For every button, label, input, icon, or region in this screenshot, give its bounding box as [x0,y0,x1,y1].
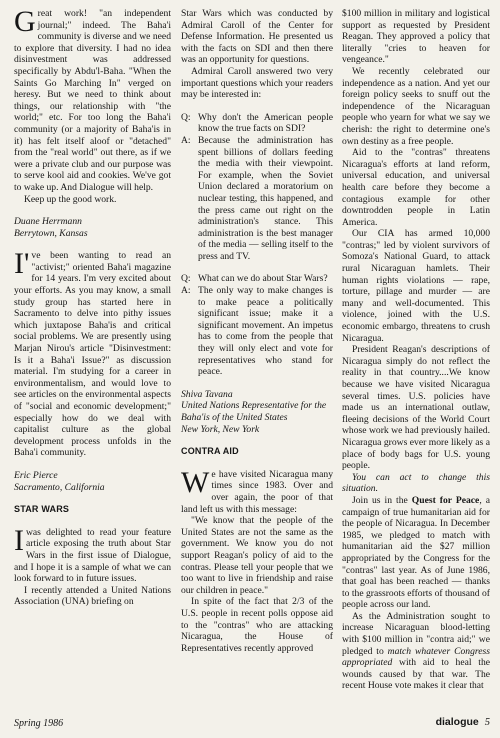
question-2 [181,273,333,285]
column-1 [14,5,171,608]
letter-4-paragraph: President Reagan's descriptions of Nicaragua simply do not reflect the reality in that country....We know because we have visited Nicaragua several times. U.S. policies have made us an international outlaw, fleeing decisions of the World Court whose work we had previously hailed. Nicaragua grows ever more likely as a place of body bags for U.S. young people. [342,344,490,472]
signature-place: Sacramento, California [14,481,105,493]
page-number: 5 [484,717,490,728]
signature-name: Eric Pierce [14,469,58,481]
letter-1-closing: Keep up the good work. [24,193,117,205]
letter-4-paragraph: Our CIA has armed 10,000 "contras;" led by violent survivors of Somoza's National Guard, to attack rural Nicaraguan hamlets. Their human rights violations — rape, torture, pillage and murder — are many and well-documented. This violence, joined with the U.S. economic embargo, threatens to crush Nicaragua. [342,228,490,344]
letter-4-paragraph: In spite of the fact that 2/3 of the U.S. people in recent polls oppose aid to the "contras" who are attacking Nicaragua, the House of Representatives recently approved [181,596,333,654]
call-to-action: You can act to change this situation. [342,471,490,495]
question-1 [181,112,333,135]
question-text: What can we do about Star Wars? [198,273,328,285]
column-2 [181,8,333,654]
campaign-name: Quest for Peace [411,494,480,506]
emphasis-text: match whatever Congress appropriated [342,645,490,669]
letter-2-body: I've been wanting to read an "activist;" oriented Baha'i magazine for 14 years. I'm very excited about your efforts. As you may know, a small study group has started here in Sacramento to delve into pithy issues which juxtapose Baha'is and critical social problems. We are presently using Marjan Nirou's article "Disinvestment: Is it a Baha'i Issue?" as discussion material. I'm studying for a career in environmentalism, and would love to see articles on the environmental aspects of "social and economic development;" especially how do we deal with capitalist culture as the global development process unfolds in the Baha'i community. [14,247,171,459]
letter-4-paragraph: We recently celebrated our independence as a nation. And yet our foreign policy seeks to snuff out the independence of the Nicaraguan people who yearn for what we say we cherish: the right to determine one's own destiny as a free people. [342,65,490,147]
section-heading-star-wars: STAR WARS [14,504,70,515]
letter-4-paragraph [342,495,490,611]
answer-text: The only way to make changes is to make peace a politically significant issue; make it a significant movement. An impetus has to come from the people that they will only elect and vote for representatives who stand for peace. [198,285,333,378]
signature-title: United Nations Representative for the Baha'is of the United States [181,400,327,423]
letter-4-paragraph: Aid to the "contras" threatens Nicaragua's efforts at land reform, universal education, and universal health care before they become a contagious example for other downtrodden people in Latin America. [342,147,490,228]
signature-place: New York, New York [181,423,260,435]
letter-4-body: We have visited Nicaragua many times since 1983. Over and over again, the poor of that land left us with this message: [181,465,333,515]
answer-text: Because the administration has spent billions of dollars feeding the media with their viewpoint. For example, when the Soviet Union declared a moratorium on nuclear testing, this happened, and the press came out right on the administration's stance. This administration is the best manager of the media — selling itself to the press and TV. [198,134,333,262]
question-label: Q: [181,273,191,285]
footer-brand [436,716,490,728]
letter-4-paragraph [342,611,490,692]
magazine-name: dialogue [435,716,479,728]
question-text: Why don't the American people know the true facts on SDI? [198,111,333,135]
letter-3-body: Iwas delighted to read your feature article exposing the truth about Star Wars in the first issue of Dialogue, and I hope it is a sample of what we can look forward to in future issues. [14,523,171,585]
paragraph-text: with aid to heal the wounds caused by that war. The recent House vote makes it clear that [342,657,490,692]
paragraph-text: As the Administration sought to increase Nicaraguan blood-letting with $100 million in "contra aid;" we pledged to [342,610,490,657]
issue-date: Spring 1986 [14,718,64,729]
answer-label: A: [181,285,191,297]
answer-1 [181,135,333,263]
letter-3-continued: Star Wars which was conducted by Admiral Caroll of the Center for Defense Information. He presented us with the facts on SDI and then there was an opportunity for questions. [181,8,333,66]
letter-4-continued: $100 million in military and logistical support as requested by President Reagan. They approved a policy that literally "cries to heaven for vengeance." [342,8,490,66]
answer-2 [181,285,333,378]
signature-name: Shiva Tavana [181,388,233,400]
signature-place: Berrytown, Kansas [14,227,88,239]
letter-1-body: Great work! "an independent journal;" indeed. The Baha'i community is diverse and we need to explore that diversity. I had no idea disinvestment was addressed specifically by Abdu'l-Baha. "When the Saints Go Marching In" verged on heresy. But we need to think about things, our relationship with "the world;" etc. For too long the Baha'i community (or a majority of Baha'is in it) has felt itself aloof or "detached" from the "real world" out there, as if we were a private club and our purpose was to serve kool aid and cookies. We've got to wake up. And Dialogue will help. [14,5,171,193]
letter-3-paragraph: Admiral Caroll answered two very important questions which your readers may be interested in: [181,65,333,101]
letter-3-paragraph: I recently attended a United Nations Association (UNA) briefing on [14,584,171,608]
paragraph-text: , a campaign of true humanitarian aid for the people of Nicaragua. In December 1985, we pledged to match with humanitarian aid the $27 million appropriated by the Congress for the "contras" last year. As of June 1986, that goal has been reached — thanks to the grassroots efforts of thousand of people across our land. [342,494,490,611]
signature-name: Duane Herrmann [14,216,82,228]
section-heading-contra-aid: CONTRA AID [181,446,239,457]
column-3 [342,8,490,692]
paragraph-text: Join us in the [352,494,412,506]
question-label: Q: [181,111,191,123]
answer-label: A: [181,134,191,146]
letter-4-paragraph: "We know that the people of the United States are not the same as the government. We know you do not support Reagan's policy of aid to the contras. Please tell your people that we too want to live in friendship and raise our children in peace." [181,515,333,596]
